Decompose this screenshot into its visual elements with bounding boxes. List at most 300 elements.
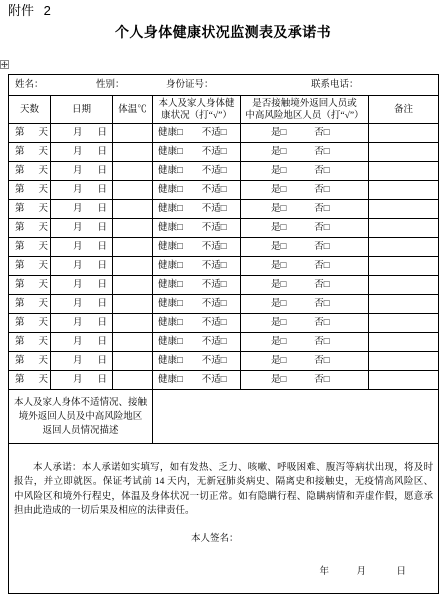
date-cell[interactable] (51, 352, 113, 371)
contact-history-cell (241, 219, 369, 238)
health-status-options (153, 336, 240, 348)
remarks-cell[interactable] (369, 371, 439, 390)
contact-yes-checkbox[interactable]: 是□ (271, 147, 287, 157)
header-date: 日期 (51, 96, 113, 124)
contact-history-options (241, 374, 368, 386)
situation-description-label-line: 返回人员情况描述 (42, 425, 119, 436)
daily-monitor-row (9, 295, 439, 314)
health-status-cell (153, 162, 241, 181)
month-label: 月 (73, 337, 83, 347)
day-cell[interactable] (9, 333, 51, 352)
temperature-cell[interactable] (113, 200, 153, 219)
commitment-line: 本人承诺：本人承诺如实填写，如有发热、乏力、咳嗽、呼吸困难、腹泻等病状出现，将及时 (33, 462, 434, 473)
day-label: 日 (97, 128, 108, 138)
unwell-checkbox[interactable]: 不适□ (201, 185, 227, 195)
health-status-options (153, 355, 240, 367)
day-suffix: 天 (38, 166, 49, 176)
day-text (9, 241, 50, 253)
day-prefix: 第 (15, 185, 25, 195)
day-text (9, 317, 50, 329)
health-status-cell (153, 333, 241, 352)
health-status-cell (153, 200, 241, 219)
unwell-checkbox[interactable]: 不适□ (201, 299, 227, 309)
date-text (51, 127, 112, 139)
health-status-cell (153, 314, 241, 333)
healthy-checkbox[interactable]: 健康□ (158, 185, 183, 195)
healthy-checkbox[interactable]: 健康□ (158, 223, 183, 233)
day-text (9, 127, 50, 139)
contact-no-checkbox[interactable]: 否□ (314, 261, 330, 271)
day-suffix: 天 (38, 299, 49, 309)
health-status-options (153, 222, 240, 234)
day-text (9, 260, 50, 272)
day-text (9, 279, 50, 291)
daily-monitor-row (9, 352, 439, 371)
unwell-checkbox[interactable]: 不适□ (201, 204, 227, 214)
date-text (51, 146, 112, 158)
day-prefix: 第 (15, 299, 25, 309)
date-text (51, 298, 112, 310)
temperature-cell[interactable] (113, 314, 153, 333)
month-label: 月 (73, 261, 83, 271)
day-suffix: 天 (38, 337, 49, 347)
temperature-cell[interactable] (113, 333, 153, 352)
health-status-options (153, 203, 240, 215)
day-prefix: 第 (15, 337, 25, 347)
contact-history-cell (241, 257, 369, 276)
contact-history-options (241, 298, 368, 310)
contact-history-cell (241, 295, 369, 314)
contact-no-checkbox[interactable]: 否□ (314, 318, 330, 328)
contact-no-checkbox[interactable]: 否□ (314, 223, 330, 233)
healthy-checkbox[interactable]: 健康□ (158, 337, 183, 347)
health-status-cell (153, 276, 241, 295)
day-label: 日 (97, 280, 108, 290)
column-header-row (9, 96, 439, 124)
header-health-status-line: 本人及家人身体健 (158, 98, 235, 109)
unwell-checkbox[interactable]: 不适□ (201, 128, 227, 138)
date-cell[interactable] (51, 295, 113, 314)
contact-history-options (241, 184, 368, 196)
day-label: 日 (97, 356, 108, 366)
contact-yes-checkbox[interactable]: 是□ (271, 242, 287, 252)
month-label: 月 (73, 166, 83, 176)
month-label: 月 (73, 185, 83, 195)
daily-monitor-row (9, 238, 439, 257)
header-health-status (153, 96, 241, 124)
day-cell[interactable] (9, 143, 51, 162)
gender-label: 性别： (96, 80, 125, 90)
month-label: 月 (73, 147, 83, 157)
unwell-checkbox[interactable]: 不适□ (201, 318, 227, 328)
day-prefix: 第 (15, 375, 25, 385)
contact-no-checkbox[interactable]: 否□ (314, 299, 330, 309)
contact-no-checkbox[interactable]: 否□ (314, 128, 330, 138)
personal-info-cell (9, 75, 439, 96)
contact-yes-checkbox[interactable]: 是□ (271, 261, 287, 271)
day-cell[interactable] (9, 200, 51, 219)
health-status-options (153, 374, 240, 386)
day-cell[interactable] (9, 124, 51, 143)
form-header-section (9, 75, 439, 124)
header-contact-history-line: 是否接触境外返回人员或 (252, 98, 357, 109)
date-cell[interactable] (51, 238, 113, 257)
id-number-field[interactable] (166, 79, 311, 91)
header-remarks: 备注 (369, 96, 439, 124)
healthy-checkbox[interactable]: 健康□ (158, 356, 183, 366)
day-label: 日 (97, 147, 108, 157)
day-cell[interactable] (9, 219, 51, 238)
year-label: 年 (319, 566, 329, 577)
remarks-cell[interactable] (369, 352, 439, 371)
day-prefix: 第 (15, 128, 25, 138)
remarks-cell[interactable] (369, 257, 439, 276)
gender-field[interactable] (96, 79, 166, 91)
date-text (51, 355, 112, 367)
contact-history-options (241, 127, 368, 139)
contact-yes-checkbox[interactable]: 是□ (271, 223, 287, 233)
contact-yes-checkbox[interactable]: 是□ (271, 185, 287, 195)
remarks-cell[interactable] (369, 333, 439, 352)
day-text (9, 222, 50, 234)
day-text (9, 184, 50, 196)
month-label: 月 (73, 318, 83, 328)
remarks-cell[interactable] (369, 276, 439, 295)
health-status-cell (153, 371, 241, 390)
phone-field[interactable] (311, 79, 438, 91)
unwell-checkbox[interactable]: 不适□ (201, 166, 227, 176)
date-text (51, 374, 112, 386)
day-suffix: 天 (38, 375, 49, 385)
contact-no-checkbox[interactable]: 否□ (314, 280, 330, 290)
unwell-checkbox[interactable]: 不适□ (201, 337, 227, 347)
contact-history-options (241, 355, 368, 367)
contact-no-checkbox[interactable]: 否□ (314, 147, 330, 157)
health-status-options (153, 165, 240, 177)
temperature-cell[interactable] (113, 276, 153, 295)
date-cell[interactable] (51, 371, 113, 390)
health-status-options (153, 146, 240, 158)
contact-yes-checkbox[interactable]: 是□ (271, 204, 287, 214)
temperature-cell[interactable] (113, 371, 153, 390)
header-contact-history (241, 96, 369, 124)
daily-monitor-row (9, 314, 439, 333)
document-title: 个人身体健康状况监测表及承诺书 (115, 26, 331, 41)
daily-monitor-row (9, 200, 439, 219)
day-cell[interactable] (9, 257, 51, 276)
temperature-cell[interactable] (113, 295, 153, 314)
day-text (9, 336, 50, 348)
day-text (9, 355, 50, 367)
contact-no-checkbox[interactable]: 否□ (314, 185, 330, 195)
contact-history-options (241, 317, 368, 329)
health-status-cell (153, 143, 241, 162)
unwell-checkbox[interactable]: 不适□ (201, 356, 227, 366)
health-status-cell (153, 238, 241, 257)
daily-monitor-row (9, 371, 439, 390)
month-label: 月 (73, 223, 83, 233)
date-text (51, 260, 112, 272)
contact-yes-checkbox[interactable]: 是□ (271, 166, 287, 176)
form-footer-section (9, 390, 439, 594)
phone-label: 联系电话： (311, 80, 359, 90)
month-label: 月 (356, 566, 366, 577)
health-monitor-form (8, 74, 439, 594)
contact-yes-checkbox[interactable]: 是□ (271, 318, 287, 328)
day-label: 日 (97, 166, 108, 176)
day-cell[interactable] (9, 238, 51, 257)
day-text (9, 165, 50, 177)
date-cell[interactable] (51, 124, 113, 143)
contact-history-cell (241, 371, 369, 390)
day-label: 日 (97, 204, 108, 214)
daily-monitor-row (9, 276, 439, 295)
temperature-cell[interactable] (113, 238, 153, 257)
health-status-options (153, 184, 240, 196)
day-suffix: 天 (38, 280, 49, 290)
commitment-row (9, 444, 439, 594)
contact-history-cell (241, 238, 369, 257)
situation-description-field[interactable] (153, 390, 439, 444)
commitment-cell (9, 444, 439, 594)
commitment-line: 报告，并立即就医。保证考试前 14 天内，无新冠肺炎病史、隔离史和接触史，无疫情高风险区、 (14, 477, 434, 487)
remarks-cell[interactable] (369, 181, 439, 200)
healthy-checkbox[interactable]: 健康□ (158, 375, 183, 385)
date-cell[interactable] (51, 333, 113, 352)
contact-yes-checkbox[interactable]: 是□ (271, 337, 287, 347)
commitment-text (14, 461, 433, 519)
health-status-options (153, 127, 240, 139)
date-cell[interactable] (51, 143, 113, 162)
name-field[interactable] (15, 79, 96, 91)
day-suffix: 天 (38, 318, 49, 328)
health-status-options (153, 298, 240, 310)
attachment-label: 附件 2 (8, 3, 51, 18)
contact-history-cell (241, 333, 369, 352)
day-text (9, 374, 50, 386)
date-cell[interactable] (51, 219, 113, 238)
contact-yes-checkbox[interactable]: 是□ (271, 299, 287, 309)
healthy-checkbox[interactable]: 健康□ (158, 261, 183, 271)
remarks-cell[interactable] (369, 238, 439, 257)
date-text (51, 279, 112, 291)
signature-field[interactable] (191, 533, 319, 545)
healthy-checkbox[interactable]: 健康□ (158, 318, 183, 328)
remarks-cell[interactable] (369, 314, 439, 333)
day-cell[interactable] (9, 314, 51, 333)
healthy-checkbox[interactable]: 健康□ (158, 147, 183, 157)
day-prefix: 第 (15, 242, 25, 252)
unwell-checkbox[interactable]: 不适□ (201, 242, 227, 252)
contact-no-checkbox[interactable]: 否□ (314, 242, 330, 252)
daily-monitor-row (9, 333, 439, 352)
contact-no-checkbox[interactable]: 否□ (314, 337, 330, 347)
day-label: 日 (97, 261, 108, 271)
health-status-options (153, 241, 240, 253)
remarks-cell[interactable] (369, 295, 439, 314)
id-number-label: 身份证号： (166, 80, 214, 90)
contact-history-cell (241, 200, 369, 219)
day-cell[interactable] (9, 162, 51, 181)
health-status-options (153, 317, 240, 329)
date-cell[interactable] (51, 314, 113, 333)
day-cell[interactable] (9, 352, 51, 371)
unwell-checkbox[interactable]: 不适□ (201, 223, 227, 233)
daily-monitor-row (9, 162, 439, 181)
health-status-cell (153, 181, 241, 200)
contact-history-options (241, 241, 368, 253)
contact-yes-checkbox[interactable]: 是□ (271, 375, 287, 385)
healthy-checkbox[interactable]: 健康□ (158, 204, 183, 214)
temperature-cell[interactable] (113, 257, 153, 276)
healthy-checkbox[interactable]: 健康□ (158, 299, 183, 309)
daily-monitor-row (9, 143, 439, 162)
remarks-cell[interactable] (369, 162, 439, 181)
personal-info-fields (9, 79, 438, 91)
contact-history-cell (241, 143, 369, 162)
header-day: 天数 (9, 96, 51, 124)
contact-yes-checkbox[interactable]: 是□ (271, 280, 287, 290)
date-text (51, 165, 112, 177)
day-prefix: 第 (15, 223, 25, 233)
date-text (51, 317, 112, 329)
day-text (9, 298, 50, 310)
day-cell[interactable] (9, 181, 51, 200)
day-suffix: 天 (38, 128, 49, 138)
day-label: 日 (97, 337, 108, 347)
contact-history-cell (241, 352, 369, 371)
date-text (51, 222, 112, 234)
contact-history-cell (241, 314, 369, 333)
date-cell[interactable] (51, 257, 113, 276)
day-prefix: 第 (15, 356, 25, 366)
contact-no-checkbox[interactable]: 否□ (314, 356, 330, 366)
unwell-checkbox[interactable]: 不适□ (201, 261, 227, 271)
personal-info-row (9, 75, 439, 96)
health-status-options (153, 260, 240, 272)
temperature-cell[interactable] (113, 124, 153, 143)
temperature-cell[interactable] (113, 219, 153, 238)
day-suffix: 天 (38, 261, 49, 271)
contact-no-checkbox[interactable]: 否□ (314, 375, 330, 385)
temperature-cell[interactable] (113, 352, 153, 371)
contact-history-cell (241, 276, 369, 295)
temperature-cell[interactable] (113, 181, 153, 200)
commitment-line: 担由此造成的一切后果及相应的法律责任。 (14, 506, 195, 516)
health-status-cell (153, 295, 241, 314)
day-suffix: 天 (38, 204, 49, 214)
month-label: 月 (73, 242, 83, 252)
date-cell[interactable] (51, 200, 113, 219)
move-handle-icon[interactable] (0, 60, 9, 69)
health-status-cell (153, 257, 241, 276)
day-label: 日 (97, 318, 108, 328)
contact-no-checkbox[interactable]: 否□ (314, 204, 330, 214)
date-cell[interactable] (51, 276, 113, 295)
contact-history-options (241, 260, 368, 272)
contact-history-options (241, 203, 368, 215)
date-cell[interactable] (51, 162, 113, 181)
daily-monitor-row (9, 181, 439, 200)
day-field[interactable] (371, 566, 406, 578)
day-suffix: 天 (38, 223, 49, 233)
contact-history-cell (241, 162, 369, 181)
day-prefix: 第 (15, 147, 25, 157)
header-health-status-line: 康状况（打“√”） (161, 110, 232, 121)
healthy-checkbox[interactable]: 健康□ (158, 280, 183, 290)
unwell-checkbox[interactable]: 不适□ (201, 375, 227, 385)
daily-monitor-row (9, 219, 439, 238)
healthy-checkbox[interactable]: 健康□ (158, 128, 183, 138)
day-suffix: 天 (38, 242, 49, 252)
health-status-cell (153, 219, 241, 238)
health-status-cell (153, 352, 241, 371)
day-text (9, 146, 50, 158)
day-prefix: 第 (15, 204, 25, 214)
date-text (51, 241, 112, 253)
remarks-cell[interactable] (369, 124, 439, 143)
day-prefix: 第 (15, 318, 25, 328)
commitment-line: 中风险区和境外行程史，体温及身体状况一切正常。如有隐瞒行程、隐瞒病情和弄虚作假，愿意承 (14, 491, 434, 502)
unwell-checkbox[interactable]: 不适□ (201, 147, 227, 157)
health-status-cell (153, 124, 241, 143)
signature-blank[interactable] (239, 533, 319, 545)
day-prefix: 第 (15, 261, 25, 271)
day-label: 日 (97, 223, 108, 233)
day-suffix: 天 (38, 356, 49, 366)
health-status-options (153, 279, 240, 291)
day-label: 日 (97, 375, 108, 385)
remarks-cell[interactable] (369, 200, 439, 219)
commitment-box (9, 445, 438, 593)
day-cell[interactable] (9, 295, 51, 314)
remarks-cell[interactable] (369, 143, 439, 162)
contact-history-cell (241, 181, 369, 200)
day-prefix: 第 (15, 166, 25, 176)
healthy-checkbox[interactable]: 健康□ (158, 242, 183, 252)
daily-monitor-row (9, 257, 439, 276)
month-field[interactable] (331, 566, 366, 578)
contact-yes-checkbox[interactable]: 是□ (271, 128, 287, 138)
day-label: 日 (97, 185, 108, 195)
day-prefix: 第 (15, 280, 25, 290)
remarks-cell[interactable] (369, 219, 439, 238)
situation-description-row (9, 390, 439, 444)
contact-history-options (241, 146, 368, 158)
temperature-cell[interactable] (113, 143, 153, 162)
contact-no-checkbox[interactable]: 否□ (314, 166, 330, 176)
day-cell[interactable] (9, 276, 51, 295)
day-suffix: 天 (38, 185, 49, 195)
date-text (51, 336, 112, 348)
contact-history-options (241, 222, 368, 234)
year-field[interactable] (283, 566, 329, 578)
date-text (51, 184, 112, 196)
day-text (9, 203, 50, 215)
healthy-checkbox[interactable]: 健康□ (158, 166, 183, 176)
contact-history-options (241, 279, 368, 291)
day-cell[interactable] (9, 371, 51, 390)
date-cell[interactable] (51, 181, 113, 200)
day-label: 日 (97, 299, 108, 309)
situation-description-label-line: 本人及家人身体不适情况、接触 (13, 397, 147, 408)
contact-yes-checkbox[interactable]: 是□ (271, 356, 287, 366)
temperature-cell[interactable] (113, 162, 153, 181)
unwell-checkbox[interactable]: 不适□ (201, 280, 227, 290)
day-label: 日 (396, 566, 406, 577)
situation-description-label (9, 390, 153, 444)
contact-history-options (241, 336, 368, 348)
